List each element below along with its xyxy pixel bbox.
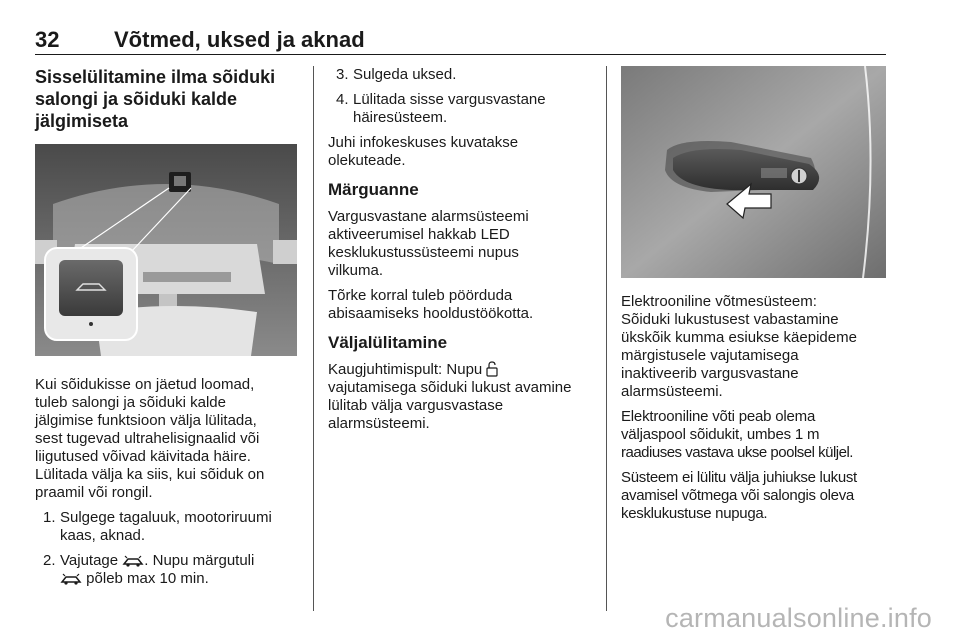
caption-line: alarmsüsteemi. (621, 383, 723, 400)
column-divider-1 (313, 66, 314, 611)
caption-line: ükskõik kumma esiukse käepideme (621, 329, 857, 346)
console-switch-strip (143, 272, 231, 282)
note-paragraph (328, 208, 596, 280)
steps-list-middle (328, 66, 596, 127)
note-line: Vargusvastane alarmsüsteemi (328, 208, 529, 225)
note-line: kesklukustussüsteemi nupus (328, 244, 519, 261)
car-tilt-icon (60, 572, 82, 586)
step-text: Sulgege tagaluuk, mootoriruumi (60, 509, 272, 526)
caption-line: inaktiveerib vargusvastane (621, 365, 799, 382)
column-divider-2 (606, 66, 607, 611)
intro-line: tuleb salongi ja sõiduki kalde (35, 394, 226, 411)
indicator-led (89, 322, 93, 326)
intro-line: jälgimise funktsioon välja lülitada, (35, 412, 257, 429)
step-item (35, 552, 303, 588)
step-number: 2. (43, 552, 56, 569)
caption-line: Sõiduki lukustusest vabastamine (621, 311, 839, 328)
step-text: põleb max 10 min. (86, 570, 209, 587)
message-line: olekuteade. (328, 152, 406, 169)
step-number: 4. (336, 91, 349, 108)
step-text: häiresüsteem. (353, 109, 448, 126)
intro-line: praamil või rongil. (35, 484, 153, 501)
key-line: raadiuses vastava ukse poolsel küljel. (621, 444, 853, 461)
unlock-icon (486, 361, 498, 377)
section-title-line: Sisselülitamine ilma sõiduki (35, 67, 276, 87)
mirror-mount (159, 294, 177, 308)
note-line: aktiveerumisel hakkab LED (328, 226, 510, 243)
step-item (328, 66, 596, 84)
fault-line: Tõrke korral tuleb pöörduda (328, 287, 513, 304)
caption-line: Elektrooniline võtmesüsteem: (621, 293, 817, 310)
watermark: carmanualsonline.info (665, 603, 932, 633)
deactivation-line: vajutamisega sõiduki lukust avamine (328, 379, 572, 396)
intro-line: Kui sõidukisse on jäetud loomad, (35, 376, 255, 393)
system-line: Süsteem ei lülitu välja juhiukse lukust (621, 469, 857, 486)
middle-column (328, 66, 596, 440)
right-column (621, 66, 886, 530)
system-line: kesklukustuse nupuga. (621, 505, 768, 522)
section-title (35, 66, 303, 132)
key-line: Elektrooniline võti peab olema (621, 408, 816, 425)
message-paragraph (328, 134, 596, 170)
fault-line: abisaamiseks hooldustöökotta. (328, 305, 534, 322)
message-line: Juhi infokeskuses kuvatakse (328, 134, 519, 151)
door-handle-illustration (621, 66, 886, 278)
sensor-button (174, 176, 186, 186)
step-text: kaas, aknad. (60, 527, 146, 544)
system-paragraph (621, 469, 886, 523)
deactivation-heading: Väljalülitamine (328, 333, 448, 352)
callout-button (59, 260, 123, 316)
section-title-line: jälgimiseta (35, 111, 129, 131)
step-text: Lülitada sisse vargusvastane (353, 91, 546, 108)
page-title: Võtmed, uksed ja aknad (114, 27, 365, 52)
deactivation-line: lülitab välja vargusvastase (328, 397, 504, 414)
intro-paragraph (35, 376, 303, 502)
key-line: väljaspool sõidukit, umbes 1 m (621, 426, 820, 443)
step-text: Vajutage (60, 552, 119, 569)
step-number: 3. (336, 66, 349, 83)
page-number: 32 (35, 27, 60, 52)
caption-line: märgistusele vajutamisega (621, 347, 799, 364)
step-number: 1. (43, 509, 56, 526)
deactivation-line: alarmsüsteemi. (328, 415, 430, 432)
intro-line: Lülitada välja ka siis, kui sõiduk on (35, 466, 265, 483)
note-heading: Märguanne (328, 180, 419, 199)
console-light-right (273, 240, 297, 264)
step-item (35, 509, 303, 545)
step-text: Sulgeda uksed. (353, 66, 457, 83)
deactivation-paragraph (328, 361, 596, 433)
deactivation-line: Kaugjuhtimispult: Nupu (328, 361, 483, 378)
overhead-console-illustration (35, 144, 297, 356)
caption-paragraph (621, 293, 886, 401)
intro-line: sest tugevad ultrahelisignaalid või (35, 430, 260, 447)
key-paragraph (621, 408, 886, 462)
system-line: avamisel võtmega või salongis oleva (621, 487, 854, 504)
fault-paragraph (328, 287, 596, 323)
left-column (35, 66, 303, 595)
lock-cylinder-slot (798, 170, 800, 182)
intro-line: liigutused võivad käivitada häire. (35, 448, 251, 465)
steps-list-left (35, 509, 303, 588)
section-title-line: salongi ja sõiduki kalde (35, 89, 238, 109)
step-item (328, 91, 596, 127)
step-text: . Nupu märgutuli (144, 552, 255, 569)
note-line: vilkuma. (328, 262, 384, 279)
header-rule (35, 54, 886, 55)
touch-sensor-area (761, 168, 787, 178)
car-tilt-icon (122, 554, 144, 568)
